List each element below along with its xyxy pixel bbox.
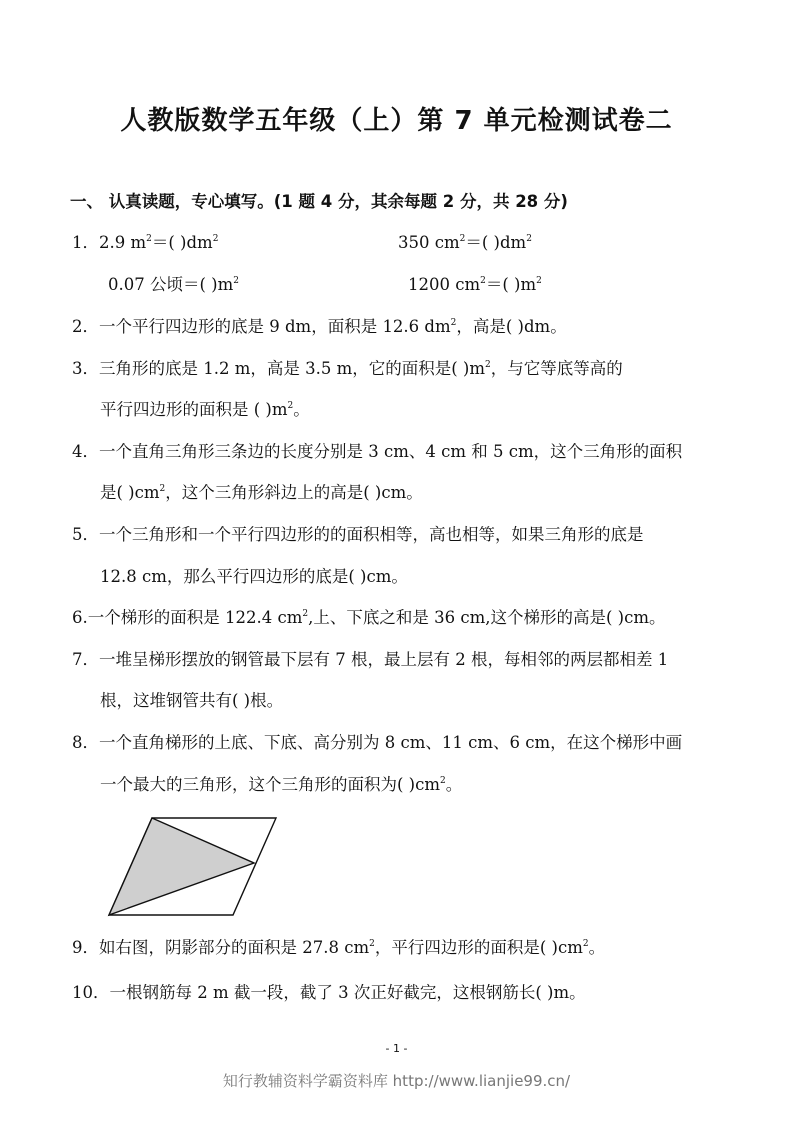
q4-line-2: 是( )$cm^2$，这个三角形斜边上的高是( )cm。	[100, 483, 423, 502]
q5-line-1: 5．一个三角形和一个平行四边形的的面积相等，高也相等，如果三角形的底是	[72, 525, 644, 544]
q7-line-2: 根，这堆钢管共有( )根。	[100, 691, 284, 710]
q1-line-2b: 1200 $cm^2=$( )$m^2$	[408, 275, 542, 294]
q9-line: 9．如右图，阴影部分的面积是 27.8 $cm^2$，平行四边形的面积是( )$cm^2$。	[72, 938, 606, 957]
q1-line-1b: 350 $cm^2=$( )$dm^2$	[398, 233, 532, 252]
q7-line-1: 7．一堆呈梯形摆放的钢管最下层有 7 根，最上层有 2 根，每相邻的两层都相差 1	[72, 650, 669, 669]
shaded-triangle	[109, 818, 254, 915]
q3-line-1: 3．三角形的底是 1.2 m，高是 3.5 m，它的面积是( )$m^2$，与它等底等高的	[72, 359, 623, 378]
page-title: 人教版数学五年级（上）第 7 单元检测试卷二	[120, 106, 673, 136]
q1-line-2a: 0.07 公顷＝( )$m^2$	[108, 275, 239, 294]
q5-line-2: 12.8 cm，那么平行四边形的底是( )cm。	[100, 567, 408, 586]
q8-line-2: 一个最大的三角形，这个三角形的面积为( )$cm^2$。	[100, 775, 463, 794]
q4-line-1: 4．一个直角三角形三条边的长度分别是 3 cm、4 cm 和 5 cm，这个三角形的面积	[72, 442, 683, 461]
section-1-heading: 一、 认真读题，专心填写。(1 题 4 分，其余每题 2 分，共 28 分)	[70, 192, 568, 211]
footer-watermark: 知行教辅资料学霸资料库 http://www.lianjie99.cn/	[222, 1072, 571, 1090]
page-number: - 1 -	[385, 1042, 408, 1055]
q6-line: 6.一个梯形的面积是 122.4 $cm^2$,上、下底之和是 36 cm,这个梯形的高是( )cm。	[72, 608, 666, 627]
q1-line-1a: 1．2.9 $m^2=$( )$dm^2$	[72, 233, 219, 252]
q10-line: 10．一根钢筋每 2 m 截一段，截了 3 次正好截完，这根钢筋长( )m。	[72, 983, 586, 1002]
q2-line: 2．一个平行四边形的底是 9 dm，面积是 12.6 $dm^2$，高是( )dm。	[72, 317, 567, 336]
q8-line-1: 8．一个直角梯形的上底、下底、高分别为 8 cm、11 cm、6 cm，在这个梯形中画	[72, 733, 683, 752]
q3-line-2: 平行四边形的面积是 ( )$m^2$。	[100, 400, 310, 419]
parallelogram-figure	[106, 814, 278, 918]
